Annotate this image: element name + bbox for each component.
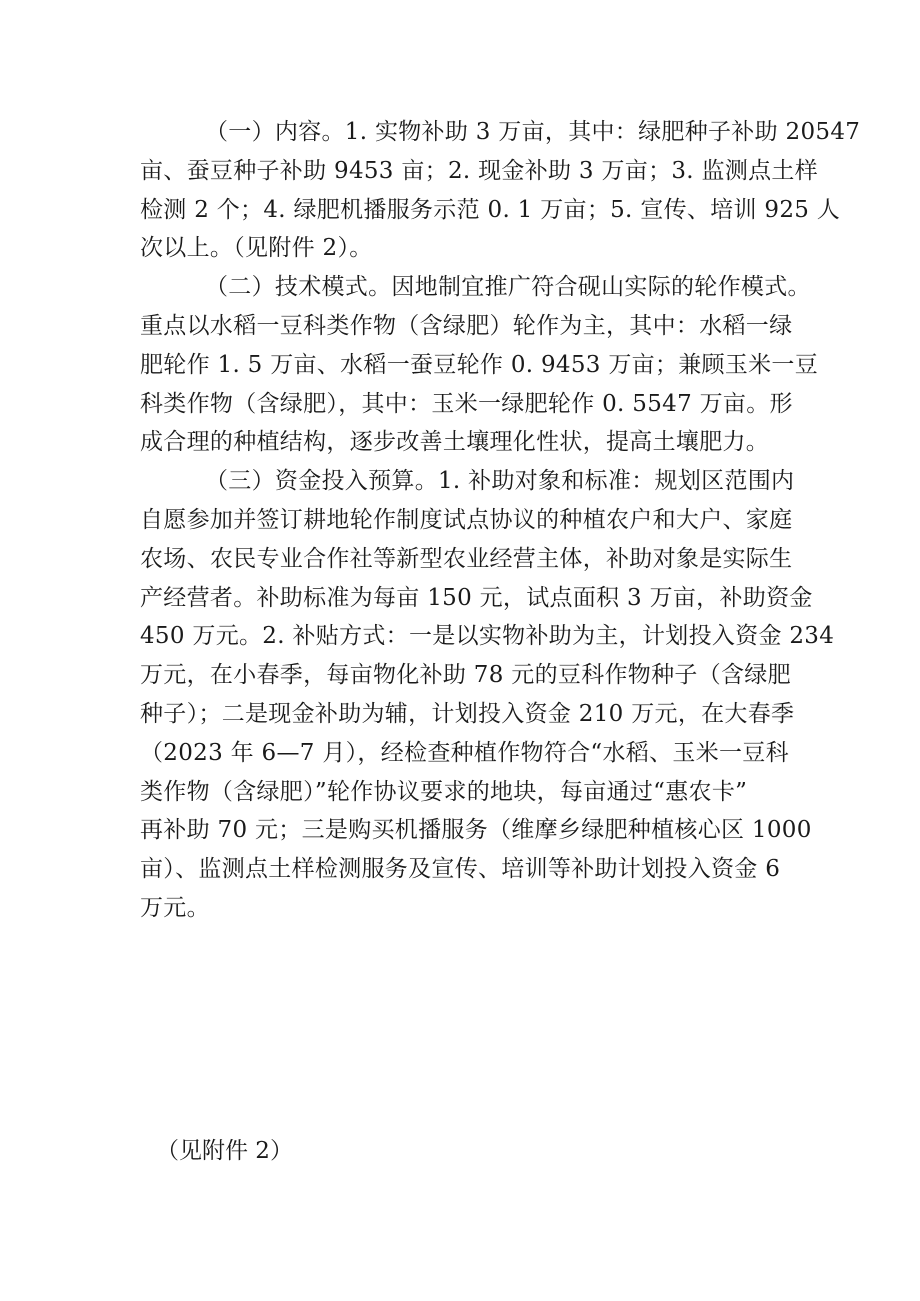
paragraph-1-line-3: 检测 2 个；4. 绿肥机播服务示范 0. 1 万亩；5. 宣传、培训 925 人 bbox=[140, 196, 841, 223]
paragraph-1-line-1: （一）内容。1. 实物补助 3 万亩，其中：绿肥种子补助 20547 bbox=[205, 119, 861, 145]
paragraph-3-line-5: 450 万元。2. 补贴方式：一是以实物补助为主，计划投入资金 234 bbox=[140, 623, 835, 650]
paragraph-1-line-2: 亩、蚕豆种子补助 9453 亩；2. 现金补助 3 万亩；3. 监测点土样 bbox=[140, 157, 819, 184]
paragraph-2-line-4: 科类作物（含绿肥），其中：玉米一绿肥轮作 0. 5547 万亩。形 bbox=[140, 390, 793, 417]
paragraph-3-line-11: 亩）、监测点土样检测服务及宣传、培训等补助计划投入资金 6 bbox=[140, 856, 781, 883]
paragraph-2-line-3: 肥轮作 1. 5 万亩、水稻一蚕豆轮作 0. 9453 万亩；兼顾玉米一豆 bbox=[140, 351, 819, 378]
paragraph-3-line-7: 种子）；二是现金补助为辅，计划投入资金 210 万元，在大春季 bbox=[140, 700, 795, 727]
paragraph-3-line-10: 再补助 70 元；三是购买机播服务（维摩乡绿肥种植核心区 1000 bbox=[140, 817, 812, 844]
paragraph-3-line-12: 万元。 bbox=[140, 894, 210, 921]
paragraph-3-line-4: 产经营者。补助标准为每亩 150 元，试点面积 3 万亩，补助资金 bbox=[140, 584, 813, 611]
paragraph-3-line-8: （2023 年 6—7 月），经检查种植作物符合“水稻、玉米一豆科 bbox=[140, 739, 789, 766]
paragraph-3-line-1: （三）资金投入预算。1. 补助对象和标准：规划区范围内 bbox=[205, 468, 795, 495]
paragraph-1-line-4: 次以上。（见附件 2）。 bbox=[140, 235, 373, 262]
paragraph-3-line-9: 类作物（含绿肥）”轮作协议要求的地块，每亩通过“惠农卡” bbox=[140, 778, 748, 805]
paragraph-3-line-2: 自愿参加并签订耕地轮作制度试点协议的种植农户和大户、家庭 bbox=[140, 506, 793, 533]
paragraph-3-line-3: 农场、农民专业合作社等新型农业经营主体，补助对象是实际生 bbox=[140, 545, 793, 572]
paragraph-2-line-2: 重点以水稻一豆科类作物（含绿肥）轮作为主，其中：水稻一绿 bbox=[140, 312, 793, 339]
paragraph-2-line-1: （二）技术模式。因地制宜推广符合砚山实际的轮作模式。 bbox=[205, 274, 811, 301]
paragraph-2-line-5: 成合理的种植结构，逐步改善土壤理化性状，提高土壤肥力。 bbox=[140, 429, 770, 456]
attachment-note: （见附件 2） bbox=[156, 1138, 293, 1164]
paragraph-3-line-6: 万元，在小春季，每亩物化补助 78 元的豆科作物种子（含绿肥 bbox=[140, 662, 791, 689]
document-body bbox=[0, 113, 920, 928]
